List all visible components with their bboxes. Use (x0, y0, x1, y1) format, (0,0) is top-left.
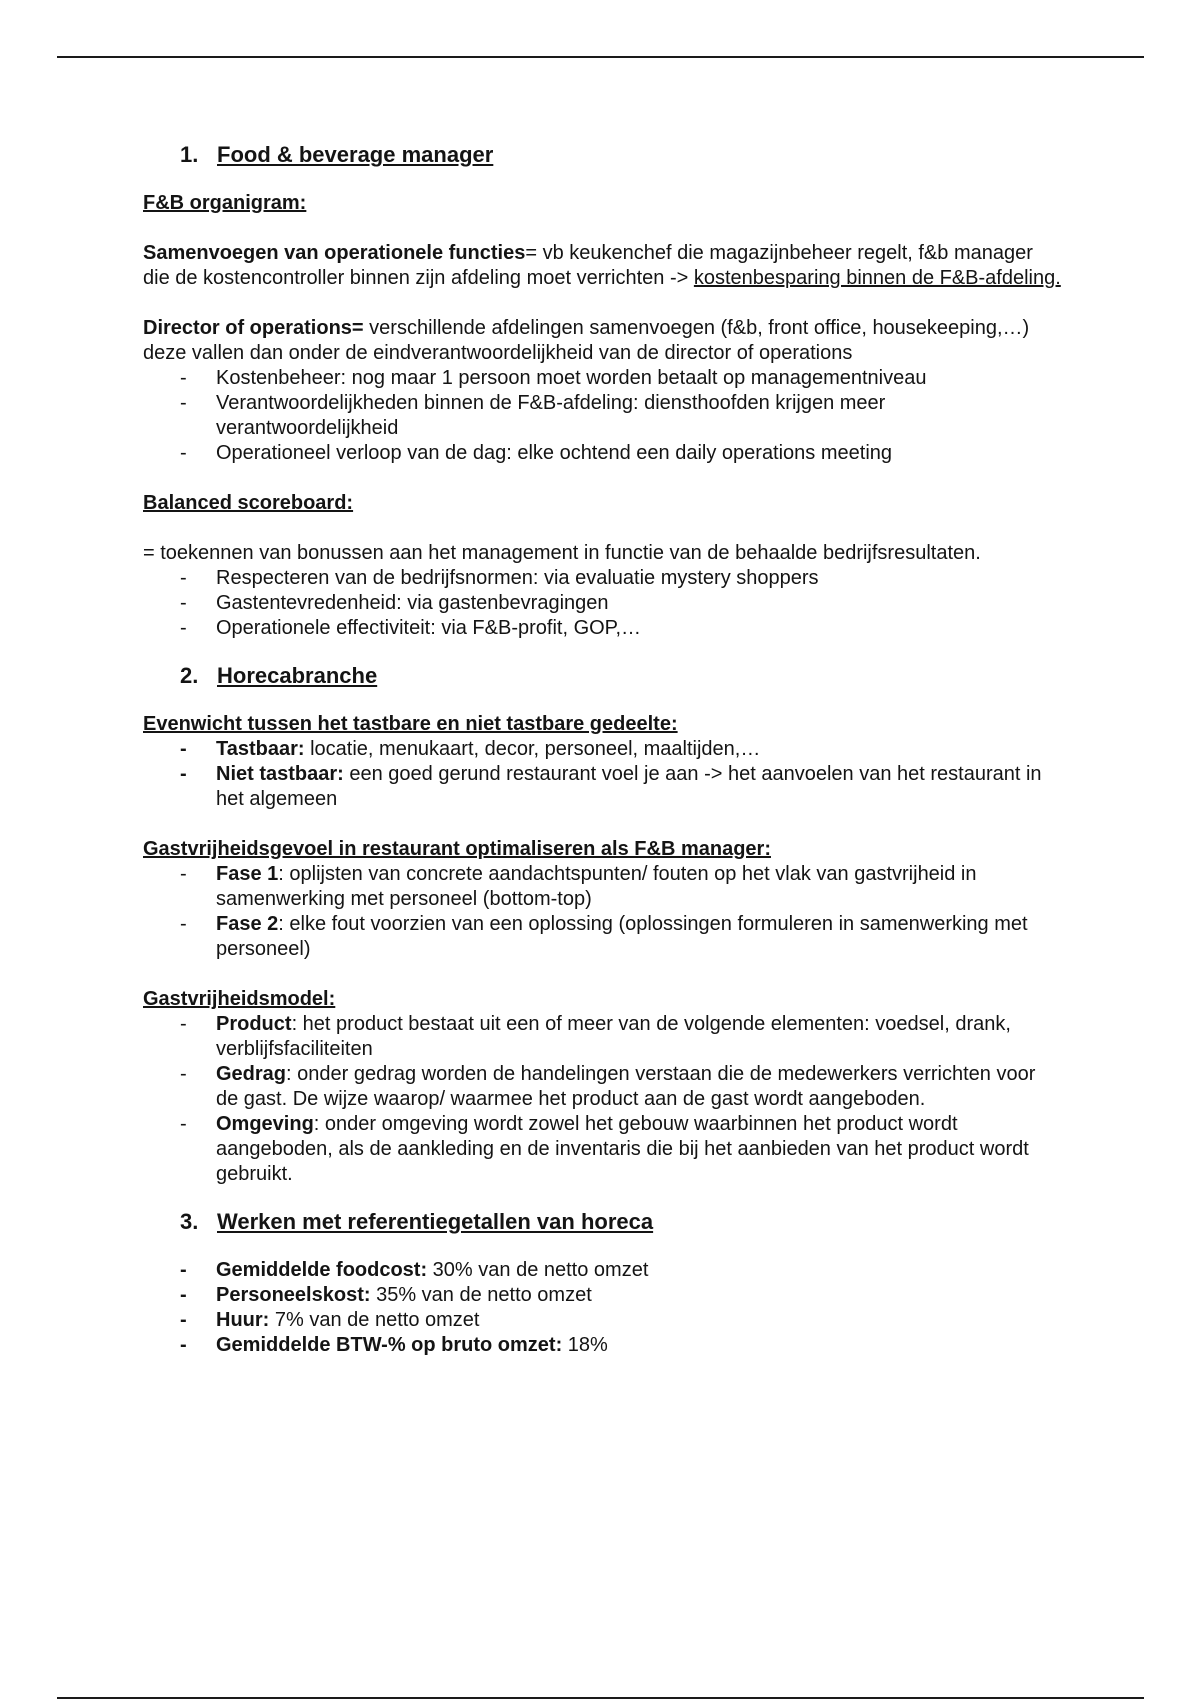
list-item: - Operationeel verloop van de dag: elke ochtend een daily operations meeting (143, 441, 1063, 466)
list-item: - Gastentevredenheid: via gastenbevragingen (143, 591, 1063, 616)
list-item: - Gemiddelde foodcost: 30% van de netto omzet (143, 1258, 1063, 1283)
section-3-number: 3. (180, 1209, 199, 1234)
samenvoegen-term: Samenvoegen van operationele functies (143, 242, 526, 264)
list-item: - Fase 2: elke fout voorzien van een oplossing (oplossingen formuleren in samenwerking met personeel) (143, 912, 1063, 962)
samenvoegen-paragraph (143, 241, 1063, 291)
gastvrijheidsgevoel-list (143, 862, 1063, 962)
scoreboard-heading: Balanced scoreboard: (143, 492, 354, 514)
organigram-heading: F&B organigram: (143, 192, 307, 214)
list-item: - Fase 1: oplijsten van concrete aandachtspunten/ fouten op het vlak van gastvrijheid in samenwerking met personeel (bottom-top) (143, 862, 1063, 912)
director-text: verschillende afdelingen samenvoegen (f&b, front office, housekeeping,…) deze vallen dan onder de eindverantwoordelijkheid van de director of operations (143, 317, 1030, 364)
list-item: - Operationele effectiviteit: via F&B-profit, GOP,… (143, 616, 1063, 641)
model-heading: Gastvrijheidsmodel: (143, 988, 336, 1010)
list-item: - Product: het product bestaat uit een of meer van de volgende elementen: voedsel, drank, verblijfsfaciliteiten (143, 1012, 1063, 1062)
list-item: - Niet tastbaar: een goed gerund restaurant voel je aan -> het aanvoelen van het restaurant in het algemeen (143, 762, 1063, 812)
footer-rule (57, 1697, 1144, 1699)
list-item: - Kostenbeheer: nog maar 1 persoon moet worden betaalt op managementniveau (143, 366, 1063, 391)
list-item: - Huur: 7% van de netto omzet (143, 1308, 1063, 1333)
section-3-title: Werken met referentiegetallen van horeca (217, 1209, 654, 1234)
gastvrijheidsgevoel-heading: Gastvrijheidsgevoel in restaurant optimaliseren als F&B manager: (143, 838, 771, 860)
section-1-title: Food & beverage manager (217, 142, 494, 167)
section-2-number: 2. (180, 663, 199, 688)
section-2-heading (180, 661, 1063, 690)
list-item: - Verantwoordelijkheden binnen de F&B-afdeling: diensthoofden krijgen meer verantwoordelijkheid (143, 391, 1063, 441)
list-item: - Gedrag: onder gedrag worden de handelingen verstaan die de medewerkers verrichten voor de gast. De wijze waarop/ waarmee het product aan de gast wordt aangeboden. (143, 1062, 1063, 1112)
section-3-heading (180, 1207, 1063, 1236)
referentie-list (143, 1258, 1063, 1358)
model-list (143, 1012, 1063, 1187)
director-paragraph (143, 316, 1063, 366)
section-1-number: 1. (180, 142, 199, 167)
header-rule (57, 56, 1144, 58)
list-item: - Respecteren van de bedrijfsnormen: via evaluatie mystery shoppers (143, 566, 1063, 591)
list-item: - Personeelskost: 35% van de netto omzet (143, 1283, 1063, 1308)
evenwicht-list (143, 737, 1063, 812)
list-item: - Gemiddelde BTW-% op bruto omzet: 18% (143, 1333, 1063, 1358)
director-list (143, 366, 1063, 466)
scoreboard-list (143, 566, 1063, 641)
section-2-title: Horecabranche (217, 663, 378, 688)
scoreboard-text: = toekennen van bonussen aan het management in functie van de behaalde bedrijfsresultaten. (143, 542, 981, 564)
evenwicht-heading: Evenwicht tussen het tastbare en niet tastbare gedeelte: (143, 713, 678, 735)
samenvoegen-text: = vb keukenchef die magazijnbeheer regelt, f&b manager die de kostencontroller binnen zijn afdeling moet verrichten -> (143, 242, 1033, 289)
director-term: Director of operations= (143, 317, 364, 339)
samenvoegen-underlined: kostenbesparing binnen de F&B-afdeling. (693, 267, 1061, 289)
document-page (143, 140, 1063, 1358)
section-1-heading (180, 140, 1063, 169)
list-item: - Omgeving: onder omgeving wordt zowel het gebouw waarbinnen het product wordt aangeboden, als de aankleding en de inventaris die bij het aanbieden van het product wordt gebruikt. (143, 1112, 1063, 1187)
list-item: - Tastbaar: locatie, menukaart, decor, personeel, maaltijden,… (143, 737, 1063, 762)
